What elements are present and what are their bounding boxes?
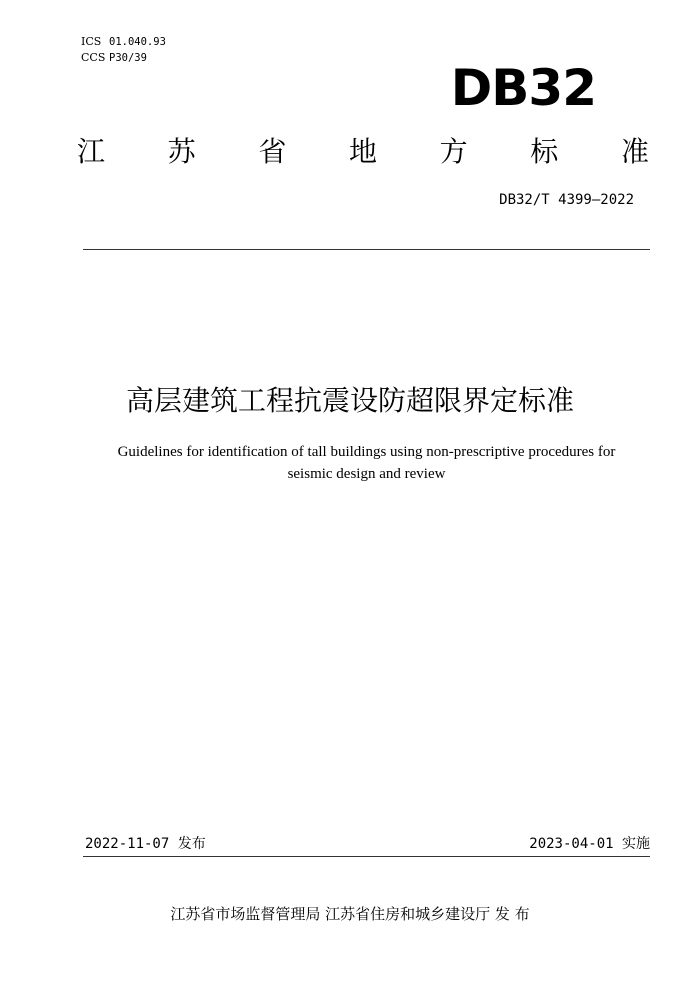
ccs-label: CCS xyxy=(81,51,106,64)
standard-type-char: 苏 xyxy=(167,135,196,168)
ccs-line xyxy=(81,50,166,66)
publish-date xyxy=(85,834,206,854)
implement-date xyxy=(529,834,650,854)
standard-type-char: 江 xyxy=(77,135,106,168)
ics-label: ICS xyxy=(81,35,102,48)
standard-type-char: 标 xyxy=(530,135,559,168)
bottom-divider xyxy=(83,856,650,857)
publish-date-value: 2022-11-07 xyxy=(85,836,170,852)
title-english: Guidelines for identification of tall buildings using non-prescriptive procedures for seismic design and review xyxy=(117,444,616,482)
standard-type xyxy=(77,134,649,170)
ics-value: 01.040.93 xyxy=(109,36,166,48)
implement-label: 实施 xyxy=(622,836,650,852)
top-divider xyxy=(83,249,650,250)
title-chinese: 高层建筑工程抗震设防超限界定标准 xyxy=(125,384,574,417)
standard-type-char: 准 xyxy=(620,135,649,168)
publish-label: 发布 xyxy=(177,836,206,852)
implement-date-value: 2023-04-01 xyxy=(529,836,614,852)
classification-codes xyxy=(81,34,166,66)
db32-logo: DB32 xyxy=(450,59,596,117)
issuing-authorities: 江苏省市场监督管理局 江苏省住房和城乡建设厅 发 布 xyxy=(170,905,530,923)
ics-line xyxy=(81,34,166,50)
ccs-value: P30/39 xyxy=(109,52,147,64)
standard-type-char: 方 xyxy=(439,135,468,168)
standard-type-char: 地 xyxy=(348,135,377,168)
standard-type-char: 省 xyxy=(258,135,287,168)
standard-number: DB32/T 4399—2022 xyxy=(499,192,634,208)
